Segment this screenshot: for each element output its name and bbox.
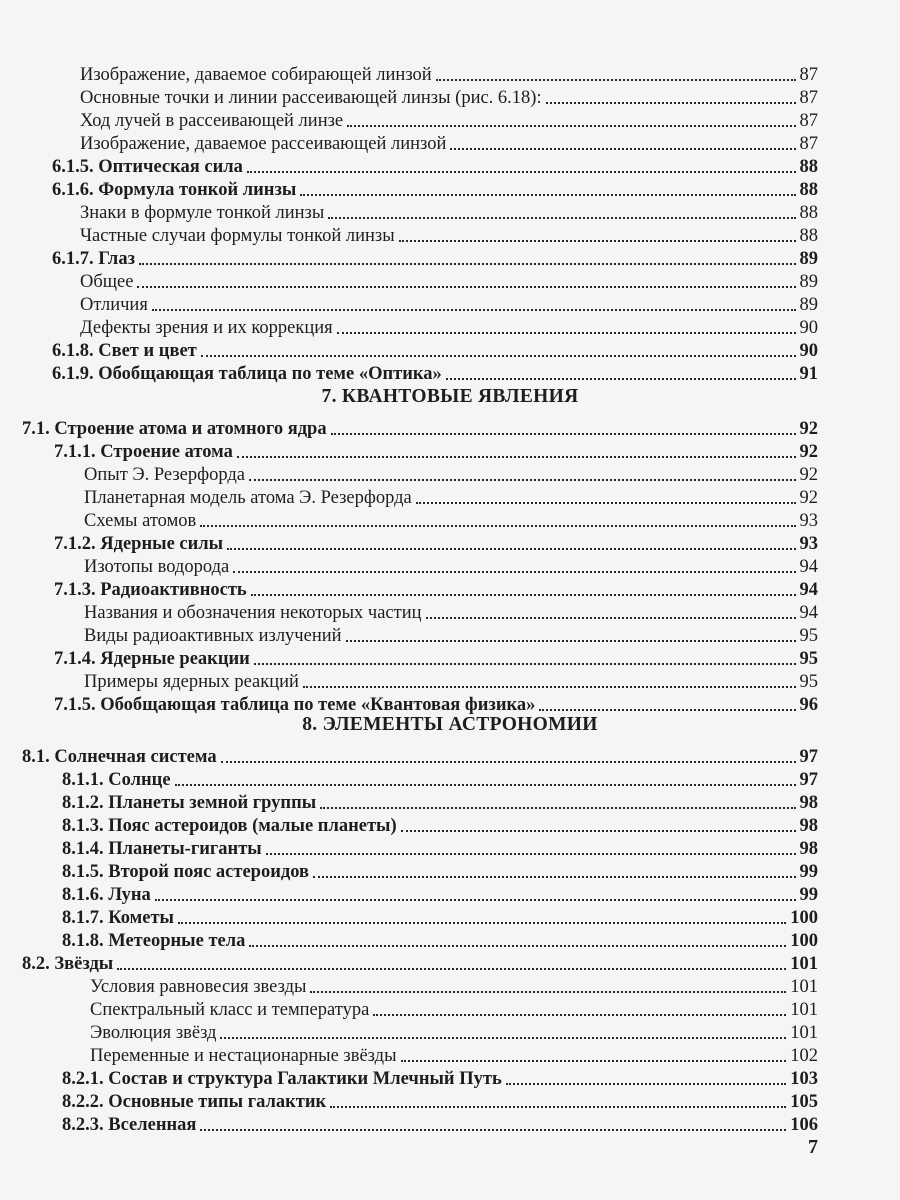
entry-page-number: 87 (799, 134, 818, 154)
dot-leader (337, 332, 796, 334)
entry-title: Изображение, даваемое рассеивающей линзой (80, 134, 447, 154)
dot-leader (373, 1014, 786, 1016)
toc-entry (52, 156, 818, 178)
entry-title: 6.1.6. Формула тонкой линзы (52, 180, 297, 200)
entry-title: 6.1.8. Свет и цвет (52, 341, 197, 361)
entry-page-number: 95 (799, 649, 818, 669)
entry-page-number: 101 (790, 977, 818, 997)
entry-page-number: 89 (799, 272, 818, 292)
toc-entry (62, 838, 818, 860)
dot-leader (200, 525, 795, 527)
dot-leader (436, 79, 796, 81)
entry-title: Примеры ядерных реакций (84, 672, 299, 692)
dot-leader (401, 1060, 787, 1062)
entry-title: Опыт Э. Резерфорда (84, 465, 245, 485)
entry-page-number: 99 (799, 862, 818, 882)
toc-entry (84, 625, 818, 647)
dot-leader (320, 807, 795, 809)
entry-page-number: 97 (799, 770, 818, 790)
dot-leader (220, 1037, 786, 1039)
chapter-heading: 8. ЭЛЕМЕНТЫ АСТРОНОМИИ (302, 714, 598, 735)
entry-page-number: 88 (799, 180, 818, 200)
entry-page-number: 95 (799, 626, 818, 646)
toc-entry (54, 694, 818, 716)
toc-entry (80, 110, 818, 132)
dot-leader (233, 571, 795, 573)
toc-entry (62, 1091, 818, 1113)
toc-entry (62, 861, 818, 883)
dot-leader (137, 286, 795, 288)
dot-leader (175, 784, 796, 786)
toc-entry (62, 884, 818, 906)
dot-leader (221, 761, 796, 763)
dot-leader (303, 686, 796, 688)
entry-page-number: 87 (799, 88, 818, 108)
entry-page-number: 103 (790, 1069, 818, 1089)
toc-entry (84, 671, 818, 693)
toc-entry (22, 746, 818, 768)
dot-leader (347, 125, 795, 127)
toc-entry (62, 1114, 818, 1136)
entry-title: 7.1.1. Строение атома (54, 442, 233, 462)
dot-leader (401, 830, 796, 832)
entry-title: 8.1.8. Метеорные тела (62, 931, 246, 951)
entry-title: 8.1.1. Солнце (62, 770, 171, 790)
dot-leader (227, 548, 795, 550)
toc-entry (80, 133, 818, 155)
entry-title: 6.1.9. Обобщающая таблица по теме «Оптика» (52, 364, 442, 384)
toc-entry (62, 907, 818, 929)
toc-entry (90, 1045, 818, 1067)
toc-entry (80, 294, 818, 316)
toc-entry (52, 340, 818, 362)
toc-entry (62, 1068, 818, 1090)
entry-page-number: 92 (799, 488, 818, 508)
entry-title: Изображение, даваемое собирающей линзой (80, 65, 432, 85)
entry-page-number: 87 (799, 111, 818, 131)
entry-page-number: 94 (799, 603, 818, 623)
entry-title: 7.1.3. Радиоактивность (54, 580, 247, 600)
entry-title: Частные случаи формулы тонкой линзы (80, 226, 395, 246)
entry-title: Схемы атомов (84, 511, 197, 531)
entry-title: 6.1.5. Оптическая сила (52, 157, 243, 177)
entry-title: Изотопы водорода (84, 557, 230, 577)
dot-leader (450, 148, 795, 150)
toc-entry (22, 953, 818, 975)
toc-entry (80, 271, 818, 293)
entry-page-number: 98 (799, 816, 818, 836)
entry-title: 8.1.2. Планеты земной группы (62, 793, 317, 813)
entry-page-number: 95 (799, 672, 818, 692)
entry-page-number: 101 (790, 954, 818, 974)
entry-page-number: 90 (799, 318, 818, 338)
dot-leader (310, 991, 786, 993)
entry-title: Основные точки и линии рассеивающей линзы (рис. 6.18): (80, 88, 542, 108)
dot-leader (139, 263, 796, 265)
entry-page-number: 100 (790, 931, 818, 951)
toc-entry (90, 976, 818, 998)
dot-leader (247, 171, 796, 173)
toc-entry (90, 1022, 818, 1044)
toc-entry (84, 510, 818, 532)
entry-title: 6.1.7. Глаз (52, 249, 135, 269)
entry-title: Общее (80, 272, 134, 292)
entry-title: 7.1.2. Ядерные силы (54, 534, 224, 554)
chapter-heading: 7. КВАНТОВЫЕ ЯВЛЕНИЯ (321, 386, 579, 407)
entry-title: Названия и обозначения некоторых частиц (84, 603, 422, 623)
toc-entry (90, 999, 818, 1021)
entry-page-number: 92 (799, 442, 818, 462)
entry-title: 8.1. Солнечная система (22, 747, 217, 767)
entry-title: Дефекты зрения и их коррекция (80, 318, 333, 338)
dot-leader (249, 945, 786, 947)
dot-leader (330, 1106, 786, 1108)
entry-page-number: 100 (790, 908, 818, 928)
toc-entry (84, 464, 818, 486)
entry-title: 8.1.6. Луна (62, 885, 151, 905)
entry-page-number: 106 (790, 1115, 818, 1135)
dot-leader (346, 640, 796, 642)
dot-leader (155, 899, 796, 901)
entry-title: 8.2.1. Состав и структура Галактики Млечный Путь (62, 1069, 502, 1089)
entry-page-number: 92 (799, 419, 818, 439)
toc-entry (62, 930, 818, 952)
entry-page-number: 89 (799, 249, 818, 269)
entry-page-number: 101 (790, 1023, 818, 1043)
entry-page-number: 88 (799, 226, 818, 246)
dot-leader (251, 594, 796, 596)
toc-entry (52, 363, 818, 385)
toc-entry (80, 317, 818, 339)
entry-title: 8.1.7. Кометы (62, 908, 174, 928)
dot-leader (313, 876, 795, 878)
entry-page-number: 97 (799, 747, 818, 767)
dot-leader (426, 617, 796, 619)
entry-page-number: 88 (799, 203, 818, 223)
entry-page-number: 93 (799, 534, 818, 554)
toc-entry (84, 487, 818, 509)
entry-title: 7.1. Строение атома и атомного ядра (22, 419, 327, 439)
toc-entry (54, 648, 818, 670)
entry-page-number: 92 (799, 465, 818, 485)
dot-leader (399, 240, 796, 242)
entry-title: Эволюция звёзд (90, 1023, 217, 1043)
entry-page-number: 88 (799, 157, 818, 177)
entry-title: Переменные и нестационарные звёзды (90, 1046, 397, 1066)
toc-entry (80, 64, 818, 86)
entry-title: Знаки в формуле тонкой линзы (80, 203, 325, 223)
entry-page-number: 94 (799, 580, 818, 600)
dot-leader (200, 1129, 786, 1131)
toc-entry (62, 792, 818, 814)
dot-leader (117, 968, 786, 970)
toc-entry (54, 441, 818, 463)
toc-entry (54, 579, 818, 601)
dot-leader (254, 663, 796, 665)
toc-entry (84, 602, 818, 624)
entry-title: 8.1.4. Планеты-гиганты (62, 839, 262, 859)
entry-page-number: 99 (799, 885, 818, 905)
entry-title: Планетарная модель атома Э. Резерфорда (84, 488, 412, 508)
entry-title: 7.1.4. Ядерные реакции (54, 649, 250, 669)
dot-leader (546, 102, 796, 104)
entry-page-number: 101 (790, 1000, 818, 1020)
dot-leader (446, 378, 796, 380)
entry-title: 8.2. Звёзды (22, 954, 114, 974)
entry-title: 8.2.2. Основные типы галактик (62, 1092, 327, 1112)
dot-leader (266, 853, 796, 855)
entry-page-number: 94 (799, 557, 818, 577)
dot-leader (249, 479, 796, 481)
entry-page-number: 105 (790, 1092, 818, 1112)
entry-title: Ход лучей в рассеивающей линзе (80, 111, 344, 131)
page-number: 7 (808, 1136, 818, 1158)
entry-page-number: 90 (799, 341, 818, 361)
entry-title: Отличия (80, 295, 148, 315)
dot-leader (416, 502, 796, 504)
entry-page-number: 91 (799, 364, 818, 384)
entry-title: 8.1.3. Пояс астероидов (малые планеты) (62, 816, 397, 836)
toc-entry (52, 179, 818, 201)
dot-leader (300, 194, 795, 196)
entry-page-number: 102 (790, 1046, 818, 1066)
toc-entry (52, 248, 818, 270)
entry-title: 8.1.5. Второй пояс астероидов (62, 862, 310, 882)
toc-entry (80, 87, 818, 109)
entry-title: Спектральный класс и температура (90, 1000, 370, 1020)
entry-title: Виды радиоактивных излучений (84, 626, 342, 646)
dot-leader (539, 709, 795, 711)
dot-leader (328, 217, 795, 219)
entry-title: 7.1.5. Обобщающая таблица по теме «Квантовая физика» (54, 695, 536, 715)
dot-leader (331, 433, 796, 435)
dot-leader (178, 922, 786, 924)
entry-page-number: 89 (799, 295, 818, 315)
entry-title: 8.2.3. Вселенная (62, 1115, 197, 1135)
entry-page-number: 87 (799, 65, 818, 85)
toc-entry (54, 533, 818, 555)
dot-leader (237, 456, 796, 458)
dot-leader (201, 355, 796, 357)
entry-page-number: 98 (799, 839, 818, 859)
toc-entry (62, 769, 818, 791)
dot-leader (152, 309, 796, 311)
toc-entry (80, 202, 818, 224)
toc-entry (62, 815, 818, 837)
entry-page-number: 96 (799, 695, 818, 715)
toc-entry (80, 225, 818, 247)
entry-page-number: 93 (799, 511, 818, 531)
entry-page-number: 98 (799, 793, 818, 813)
toc-entry (22, 418, 818, 440)
dot-leader (506, 1083, 787, 1085)
toc-entry (84, 556, 818, 578)
entry-title: Условия равновесия звезды (90, 977, 307, 997)
